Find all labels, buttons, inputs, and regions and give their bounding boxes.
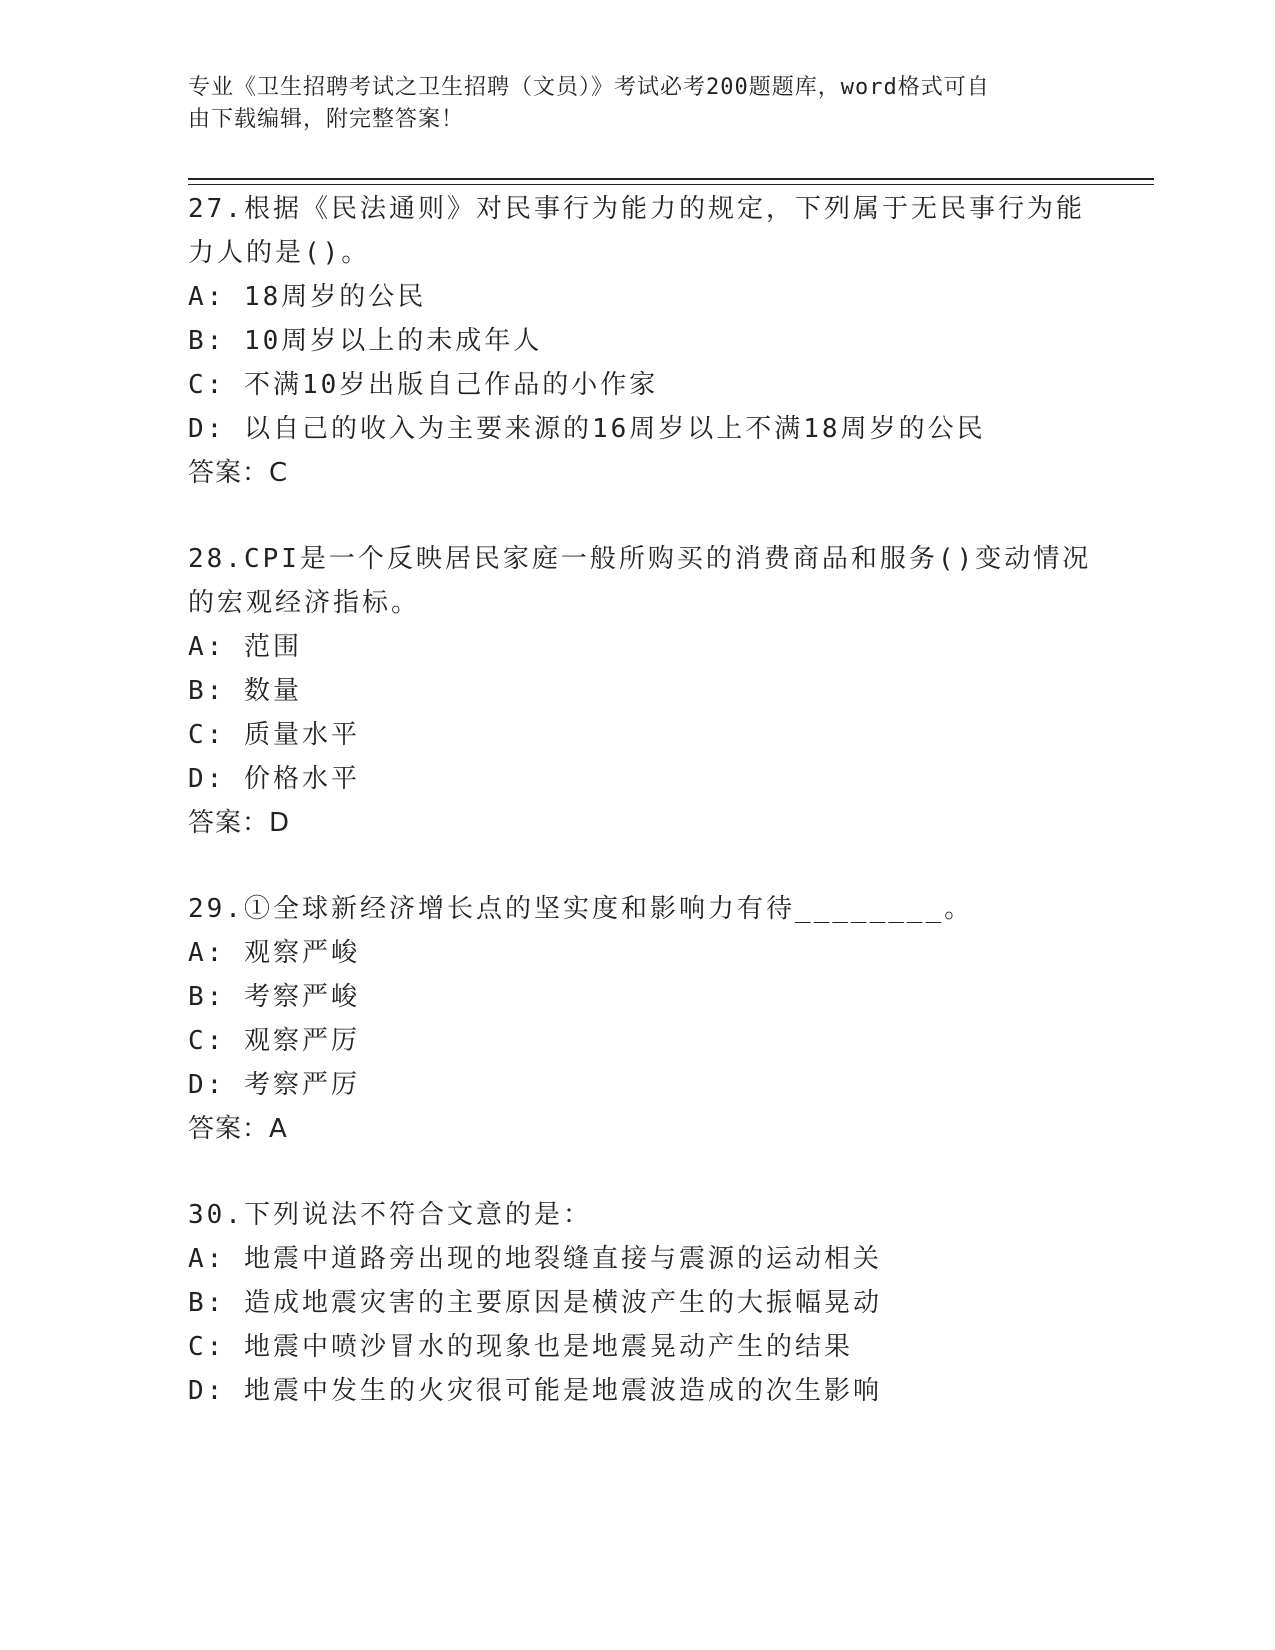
question-30-stem-line-1: 30.下列说法不符合文意的是： [188, 1200, 592, 1230]
question-29-option-c: C: 观察严厉 [188, 1026, 360, 1056]
question-27-option-c: C: 不满10岁出版自己作品的小作家 [188, 370, 659, 400]
document-header [188, 72, 1068, 136]
question-29-stem-line-1: 29.①全球新经济增长点的坚实度和影响力有待________。 [188, 894, 974, 924]
question-29-answer: 答案：A [188, 1114, 288, 1144]
header-divider-thick [188, 178, 1154, 180]
question-29-option-a: A: 观察严峻 [188, 938, 360, 968]
question-27-answer: 答案：C [188, 458, 289, 488]
question-28-option-b: B: 数量 [188, 676, 302, 706]
question-28-stem-line-1: 28.CPI是一个反映居民家庭一般所购买的消费商品和服务()变动情况 [188, 544, 1092, 574]
question-27-option-a: A: 18周岁的公民 [188, 282, 427, 312]
header-line-2: 由下载编辑，附完整答案！ [188, 107, 465, 132]
question-30-option-b: B: 造成地震灾害的主要原因是横波产生的大振幅晃动 [188, 1288, 882, 1318]
question-27-option-b: B: 10周岁以上的未成年人 [188, 326, 543, 356]
question-28-option-d: D: 价格水平 [188, 764, 360, 794]
question-27-option-d: D: 以自己的收入为主要来源的16周岁以上不满18周岁的公民 [188, 414, 986, 444]
question-30-option-a: A: 地震中道路旁出现的地裂缝直接与震源的运动相关 [188, 1244, 882, 1274]
question-29-option-b: B: 考察严峻 [188, 982, 360, 1012]
question-28-option-c: C: 质量水平 [188, 720, 360, 750]
question-29-option-d: D: 考察严厉 [188, 1070, 360, 1100]
question-30-option-d: D: 地震中发生的火灾很可能是地震波造成的次生影响 [188, 1376, 882, 1406]
question-27-stem-line-2: 力人的是()。 [188, 238, 371, 268]
question-28-option-a: A: 范围 [188, 632, 302, 662]
header-line-1: 专业《卫生招聘考试之卫生招聘（文员）》考试必考200题题库，word格式可自 [188, 75, 990, 100]
question-28-stem-line-2: 的宏观经济指标。 [188, 588, 421, 618]
header-divider-thin [188, 184, 1154, 185]
question-28-answer: 答案：D [188, 808, 291, 838]
question-30-option-c: C: 地震中喷沙冒水的现象也是地震晃动产生的结果 [188, 1332, 853, 1362]
question-27-stem-line-1: 27.根据《民法通则》对民事行为能力的规定，下列属于无民事行为能 [188, 194, 1085, 224]
